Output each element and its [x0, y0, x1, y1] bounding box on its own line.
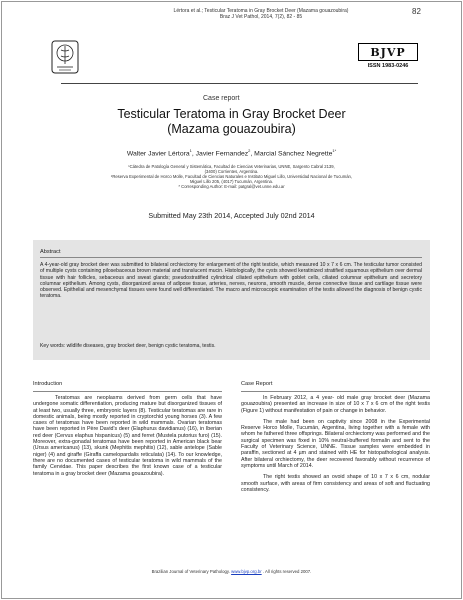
- author-name: , Javier Fernandez: [191, 150, 249, 158]
- case-report-body: [241, 395, 430, 498]
- affiliation-line: (3400) Corrientes, Argentina.: [204, 169, 259, 174]
- corresponding-author: * Corresponding Author: E-mail: patgral@vet.unne.edu.ar: [178, 184, 285, 189]
- submission-dates: Submitted May 23th 2014, Accepted July 02nd 2014: [148, 211, 315, 220]
- affiliation-line: ¹Cátedra de Patología General y Sistemática, Facultad de Ciencias Veterinarias, UNNE, Sargento Cabral 2139,: [128, 164, 335, 169]
- affiliations: [96, 164, 367, 189]
- author-sup: 1*: [332, 148, 337, 153]
- journal-logo: [358, 43, 418, 69]
- article-title: Testicular Teratoma in Gray Brocket Deer (Mazama gouazoubira): [117, 107, 346, 136]
- running-head-line2: Braz J Vet Pathol, 2014, 7(2), 82 - 85: [219, 14, 303, 20]
- author-sup: 2: [248, 148, 251, 153]
- case-report-paragraph: In February 2012, a 4 year- old male gray brocket deer (Mazama gouazoubira) presented an increase in size of 10 x 7 x 6 cm of the right testis (Figure 1) without manifestation of pain or change in behavior.: [241, 395, 430, 414]
- header-rule: [61, 83, 418, 84]
- abstract-panel: [33, 240, 430, 360]
- abstract-text: A 4-year-old gray brocket deer was submitted to bilateral orchiectomy for enlargement of the right testicle, which measured 10 x 7 x 6 cm. The testicular tumor consisted of multiple cysts containing pilosebaceous brown material and translucent mucin. Histologically, the cysts showed keratinized stratified squamous epithelium over dermal tissue with hair follicles, sebaceous and sweat glands; pseudostratified cylindrical ciliated epithelium with goblet cells, ciliated columnar epithelium and secretory columnar epithelium. Among cysts, disorganized areas of adipose tissue, arteries, nerves, neurons, smooth muscle, dense connective tissue and cartilage tissue were observed. Epithelial and mesenchymal tissues were found well differentiated. The macro and microscopic examination of the testis allowed the diagnosis of benign cystic teratoma.: [40, 262, 422, 300]
- running-head-line1: Lértora et al.; Testicular Teratoma in Gray Brocket Deer (Mazama gouazoubira): [173, 8, 349, 14]
- author-list: [90, 148, 373, 157]
- journal-issn: ISSN 1983-0246: [367, 63, 409, 69]
- journal-abbrev: BJVP: [358, 43, 418, 61]
- running-head: [126, 8, 396, 20]
- page-number: 82: [412, 7, 421, 16]
- case-report-heading: Case Report: [241, 381, 273, 387]
- case-report-paragraph: The male had been on captivity since 2008 in the Experimental Reserve Horco Molle, Tucumán, Argentina, living together with a female with whom he fathered three offsprings. Bilateral orchiectomy was performed and the surgical specimen was fixed in 10% neutral-buffered formalin and sent to the Faculty of Veterinary Science, UNNE. Tissue samples were embedded in paraffin, sectioned at 4 µm and stained with HE for histopathological analysis. After bilateral orchiectomy, the deer recovered favorably without recurrence of symptoms until March of 2014.: [241, 418, 430, 469]
- case-report-paragraph: The right testis showed an ovoid shape of 10 x 7 x 6 cm, nodular smooth surface, with areas of firm consistency and areas of soft and fluctuating consistency.: [241, 474, 430, 493]
- introduction-rule: [33, 391, 222, 392]
- abstract-heading: Abstract: [40, 249, 61, 255]
- introduction-heading: Introduction: [33, 381, 63, 387]
- author-sup: 1: [189, 148, 192, 153]
- author-name: Walter Javier Lértora: [126, 150, 190, 158]
- affiliation-line: ²Reserva Experimental de Horco Molle, Facultad de Ciencias Naturales e Instituto Miguel Lillo, Universidad Nacional de Tucumán,: [110, 174, 353, 179]
- footer: [60, 569, 403, 574]
- footer-text: Brazilian Journal of Veterinary Pathology.: [151, 569, 232, 574]
- journal-website-link[interactable]: www.bjvp.org.br: [231, 569, 262, 574]
- journal-emblem-icon: [51, 40, 79, 74]
- author-name: , Marcial Sánchez Negrette: [250, 150, 333, 158]
- article-type: Case report: [203, 95, 240, 102]
- introduction-body: [33, 395, 222, 482]
- keywords: Key words: wildlife diseases, gray brocket deer, benign cystic teratoma, testis.: [40, 343, 216, 349]
- abstract-rule: [40, 257, 422, 258]
- affiliation-line: Miguel Lillo 205, (4017) Tucumán, Argentina.: [189, 179, 274, 184]
- case-report-rule: [241, 391, 430, 392]
- footer-copyright: . All rights reserved 2007.: [261, 569, 312, 574]
- introduction-paragraph: Teratomas are neoplasms derived from germ cells that have undergone somatic differentiation, producing mature but disorganized tissues of at least two, usually three, embryonic layers (8). Testicular teratomas are rare in domestic animals, being mostly reported in cryptorchid young horses (3). A few cases of teratomas have been reported in wild mammals. Ovarian teratomas have been reported in Père David's deer (Elaphurus davidianus) (16), in Iberian red deer (Cervus elaphus hispanicus) (5) and ferret (Mustela putorius furo) (15). Moreover, extra-gonadal teratomas have been reported in American black bear (Ursus americanus) (13), skunk (Mephitis mephitis) (12), sable antelope (Sable niger) (4) and giraffe (Giraffa camelopardalis reticulata) (14). To our knowledge, there are no documented cases of testicular teratoma in wild mammals of the family Cervidae. This paper describes the first known case of a testicular teratoma in a gray brocket deer (Mazama gouazoubira).: [33, 395, 222, 477]
